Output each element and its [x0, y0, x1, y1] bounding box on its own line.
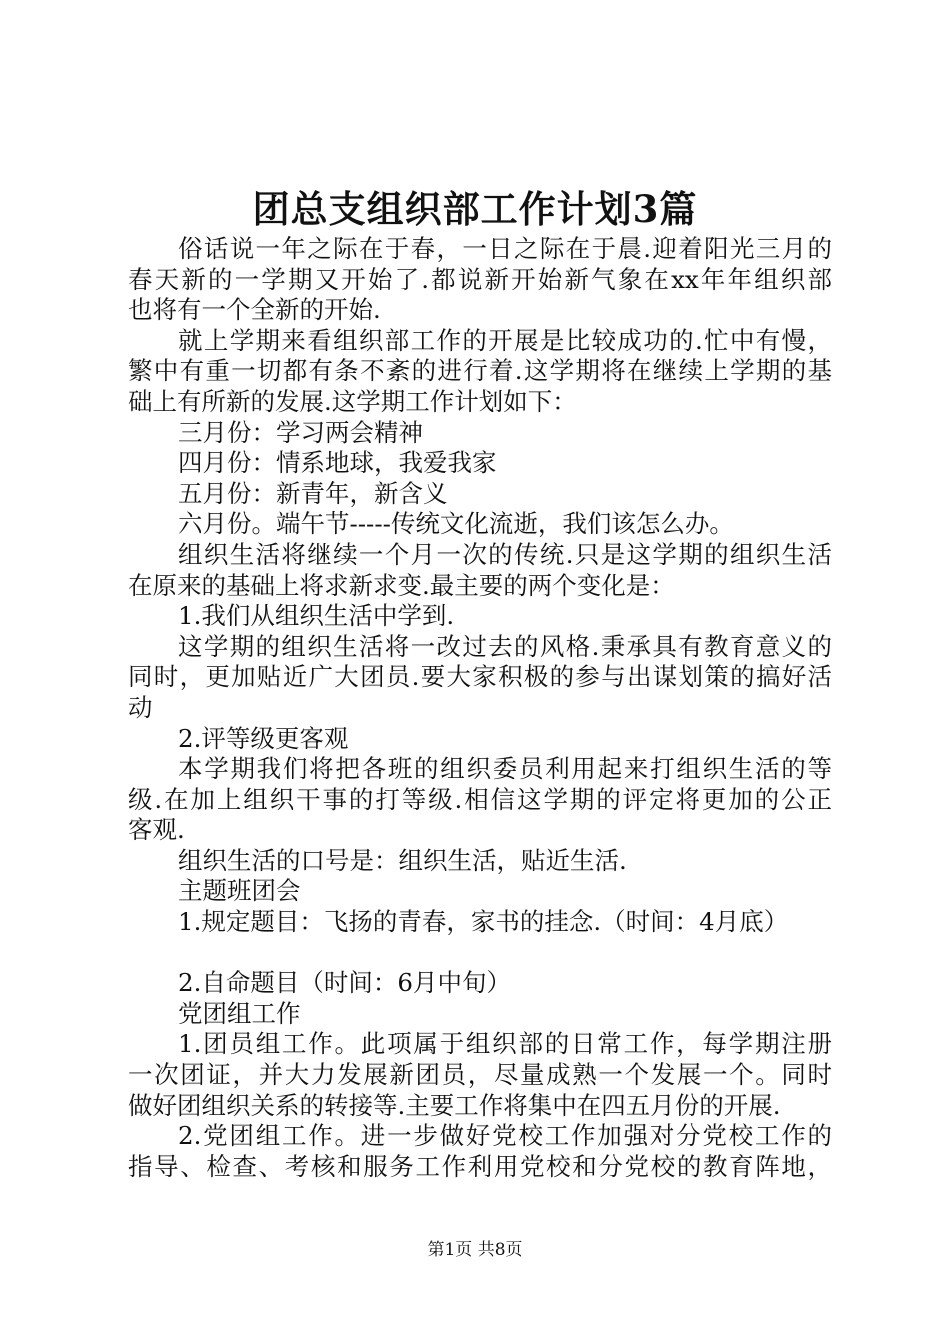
text-line: 在原来的基础上将求新求变.最主要的两个变化是：: [128, 570, 675, 600]
text-line: 三月份：学习两会精神: [178, 417, 423, 447]
text-line: 1.规定题目：飞扬的青春，家书的挂念.（时间：4月底）: [178, 907, 789, 937]
document-body: [128, 234, 832, 1182]
text-line: 客观.: [128, 815, 185, 845]
text-line: 2.自命题目（时间：6月中旬）: [178, 968, 511, 998]
text-line: 一次团证，并大力发展新团员，尽量成熟一个发展一个。同时: [128, 1060, 832, 1090]
text-line: 同时，更加贴近广大团员.要大家积极的参与出谋划策的搞好活: [128, 662, 832, 692]
text-line: 繁中有重一切都有条不紊的进行着.这学期将在继续上学期的基: [128, 356, 832, 386]
text-line: 指导、检查、考核和服务工作利用党校和分党校的教育阵地，: [128, 1151, 832, 1181]
text-line: 动: [128, 692, 153, 722]
text-line: 级.在加上组织干事的打等级.相信这学期的评定将更加的公正: [128, 784, 832, 814]
text-line: 就上学期来看组织部工作的开展是比较成功的.忙中有慢，: [178, 325, 832, 355]
text-line: 这学期的组织生活将一改过去的风格.秉承具有教育意义的: [178, 631, 832, 661]
text-line: 俗话说一年之际在于春，一日之际在于晨.迎着阳光三月的: [178, 234, 832, 263]
text-line: 也将有一个全新的开始.: [128, 295, 381, 325]
text-line: 党团组工作: [178, 998, 301, 1028]
text-line: 1.我们从组织生活中学到.: [178, 601, 455, 631]
page-footer: 第1页 共8页: [427, 1240, 523, 1260]
document-title: 团总支组织部工作计划3篇: [252, 187, 698, 231]
text-line: [128, 938, 832, 969]
text-line: 2.党团组工作。进一步做好党校工作加强对分党校工作的: [178, 1121, 832, 1151]
text-line: 四月份：情系地球，我爱我家: [178, 448, 497, 478]
text-line: 1.团员组工作。此项属于组织部的日常工作，每学期注册: [178, 1029, 832, 1059]
text-line: 春天新的一学期又开始了.都说新开始新气象在xx年年组织部: [128, 264, 832, 294]
text-line: 组织生活的口号是：组织生活，贴近生活.: [178, 845, 627, 875]
text-line: 组织生活将继续一个月一次的传统.只是这学期的组织生活: [178, 539, 832, 569]
text-line: 本学期我们将把各班的组织委员利用起来打组织生活的等: [178, 754, 832, 784]
text-line: 2.评等级更客观: [178, 723, 349, 753]
text-line: 五月份：新青年，新含义: [178, 478, 448, 508]
text-line: 做好团组织关系的转接等.主要工作将集中在四五月份的开展.: [128, 1090, 781, 1120]
text-line: 础上有所新的发展.这学期工作计划如下：: [128, 386, 577, 416]
text-line: 六月份。端午节-----传统文化流逝，我们该怎么办。: [178, 509, 734, 539]
text-line: 主题班团会: [178, 876, 301, 906]
